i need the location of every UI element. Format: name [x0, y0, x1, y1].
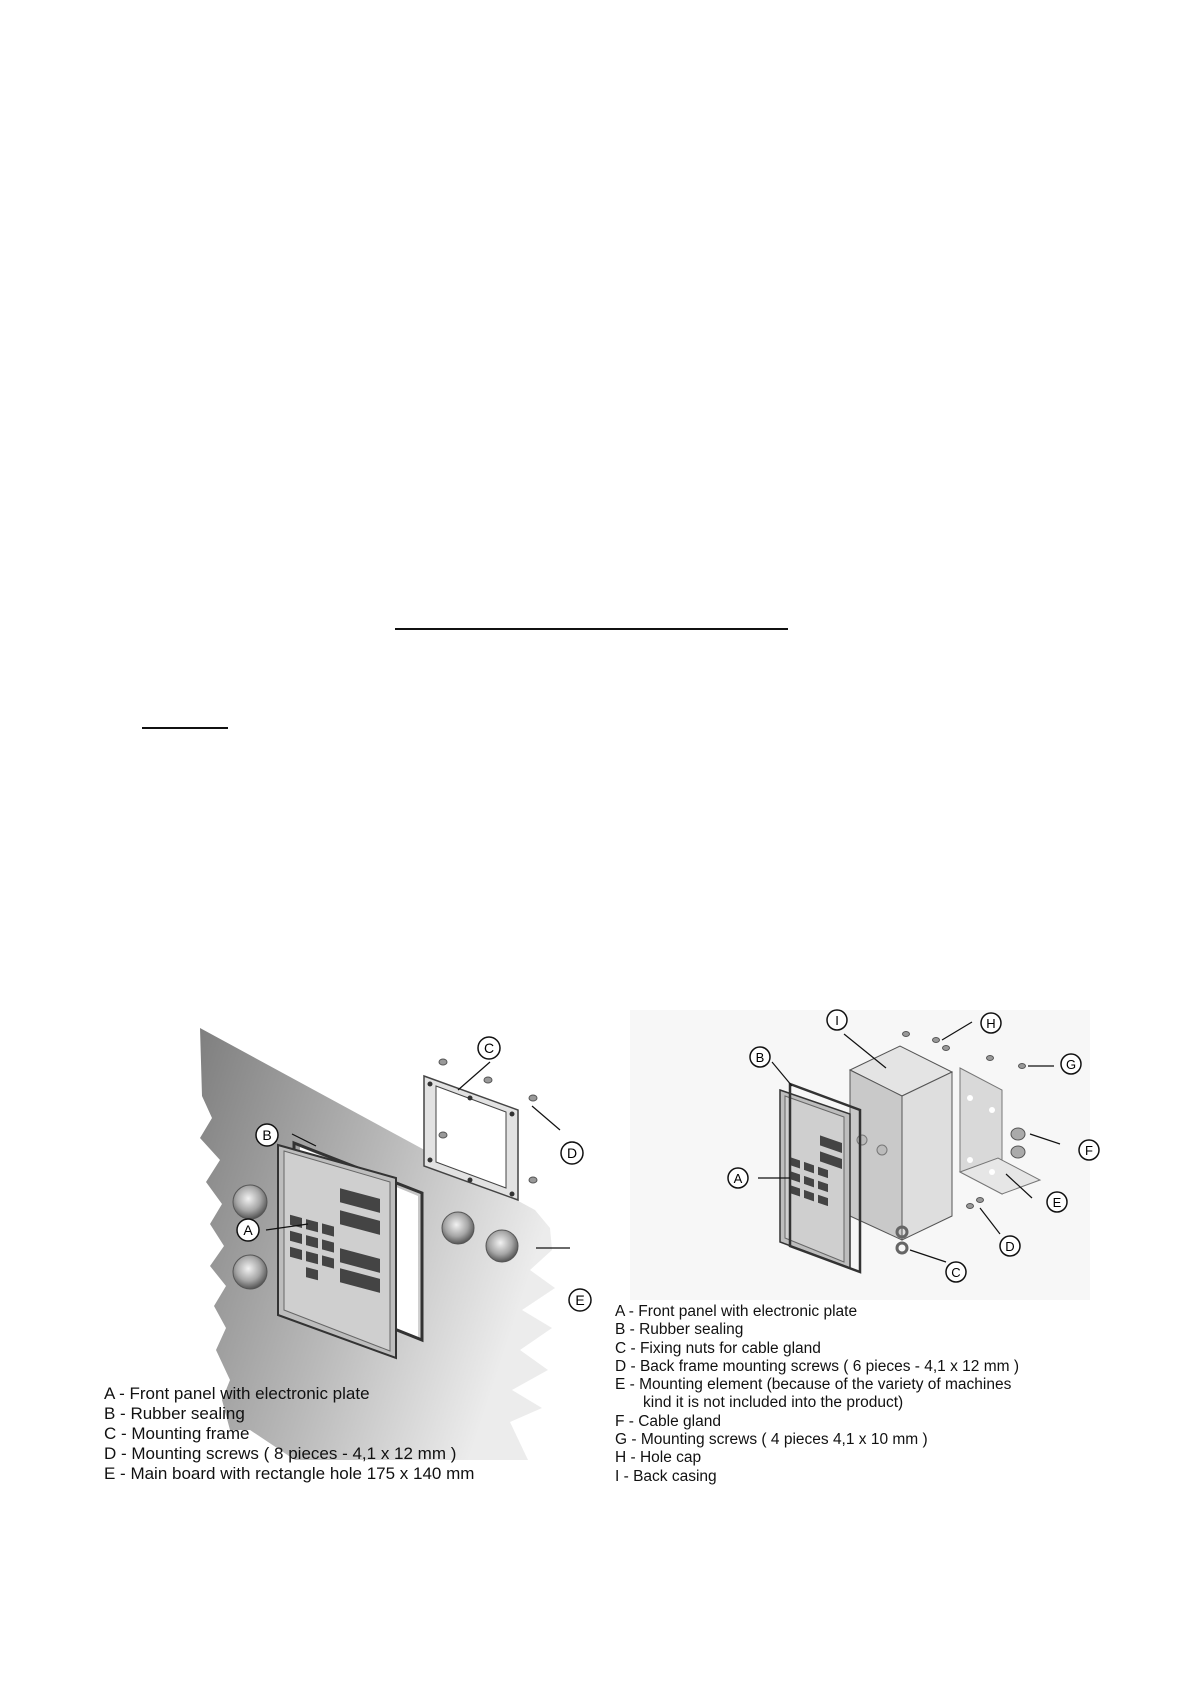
svg-text:A: A	[243, 1222, 253, 1238]
callout-b	[750, 1047, 770, 1067]
legend-item: C - Fixing nuts for cable gland	[615, 1339, 821, 1357]
svg-text:D: D	[566, 1145, 578, 1161]
callout-h	[981, 1013, 1001, 1033]
callout-a	[728, 1168, 748, 1188]
svg-text:I: I	[835, 1013, 839, 1028]
legend-item: E - Mounting element (because of the variety of machines	[615, 1376, 1012, 1394]
legend-item: H - Hole cap	[615, 1449, 702, 1467]
legend-item: B - Rubber sealing	[104, 1404, 245, 1423]
callout-e	[1047, 1192, 1067, 1212]
callout-g	[1061, 1054, 1081, 1074]
svg-text:G: G	[1065, 1057, 1077, 1072]
svg-text:C: C	[483, 1040, 495, 1056]
legend-item: A - Front panel with electronic plate	[104, 1384, 370, 1403]
legend-item: D - Back frame mounting screws ( 6 pieces - 4,1 x 12 mm )	[615, 1357, 1019, 1375]
legend-item: E - Main board with rectangle hole 175 x 140 mm	[104, 1464, 475, 1483]
svg-text:E: E	[1052, 1195, 1062, 1210]
left-figure-legend	[104, 1384, 474, 1484]
svg-text:F: F	[1085, 1143, 1093, 1158]
svg-text:E: E	[575, 1292, 585, 1308]
legend-item: C - Mounting frame	[104, 1424, 250, 1443]
svg-text:A: A	[733, 1171, 743, 1186]
callout-i	[827, 1010, 847, 1030]
legend-item: A - Front panel with electronic plate	[615, 1303, 858, 1320]
legend-item: D - Mounting screws ( 8 pieces - 4,1 x 12 mm )	[104, 1444, 457, 1463]
legend-item: B - Rubber sealing	[615, 1321, 744, 1339]
svg-text:B: B	[262, 1127, 272, 1143]
legend-item: F - Cable gland	[615, 1412, 721, 1430]
svg-text:H: H	[986, 1016, 996, 1031]
svg-text:B: B	[755, 1050, 765, 1065]
right-figure-legend	[615, 1303, 1019, 1486]
callout-f	[1079, 1140, 1099, 1160]
legend-item: kind it is not included into the product)	[643, 1394, 904, 1412]
callout-c	[946, 1262, 966, 1282]
svg-text:C: C	[951, 1265, 961, 1280]
svg-text:D: D	[1005, 1239, 1015, 1254]
legend-item: I - Back casing	[615, 1467, 717, 1485]
callout-d	[1000, 1236, 1020, 1256]
legend-item: G - Mounting screws ( 4 pieces 4,1 x 10 mm )	[615, 1431, 928, 1449]
